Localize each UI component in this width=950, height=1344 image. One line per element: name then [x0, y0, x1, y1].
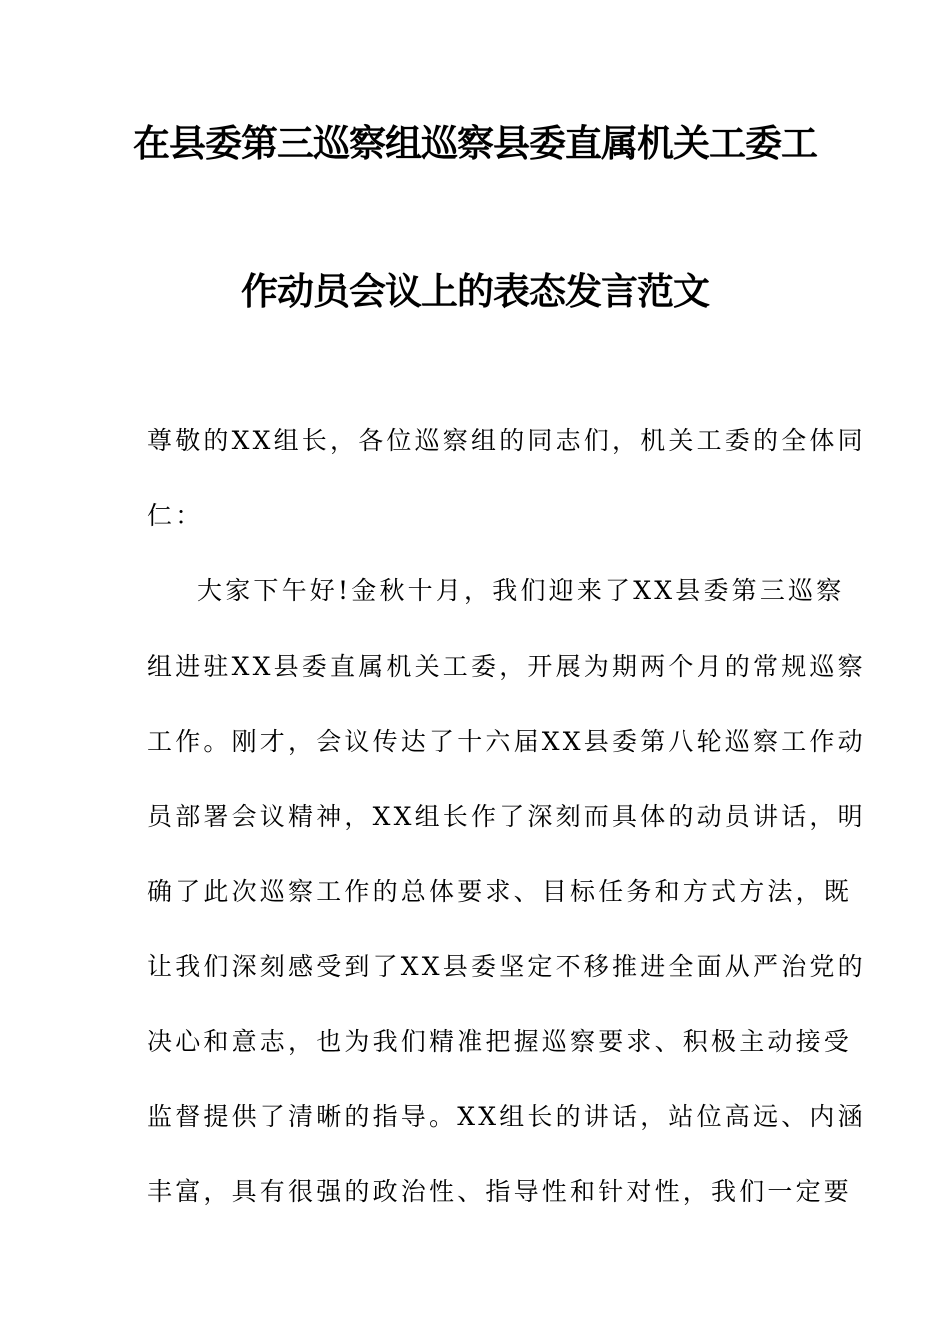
paragraph-line: 员部署会议精神，XX组长作了深刻而具体的动员讲话，明 — [147, 802, 866, 831]
paragraph-line: 组进驻XX县委直属机关工委，开展为期两个月的常规巡察 — [147, 652, 866, 681]
salutation-line-1: 尊敬的XX组长，各位巡察组的同志们，机关工委的全体同 — [147, 426, 866, 455]
paragraph-line: 确了此次巡察工作的总体要求、目标任务和方式方法，既 — [147, 877, 853, 906]
paragraph-line: 决心和意志，也为我们精准把握巡察要求、积极主动接受 — [147, 1027, 853, 1056]
document-title-line-2: 作动员会议上的表态发言范文 — [241, 270, 709, 313]
paragraph-line: 工作。刚才，会议传达了十六届XX县委第八轮巡察工作动 — [147, 727, 866, 756]
paragraph-line: 大家下午好!金秋十月，我们迎来了XX县委第三巡察 — [197, 576, 845, 605]
paragraph-line: 监督提供了清晰的指导。XX组长的讲话，站位高远、内涵 — [147, 1102, 866, 1131]
salutation-line-2: 仁： — [147, 501, 204, 530]
paragraph-line: 让我们深刻感受到了XX县委坚定不移推进全面从严治党的 — [147, 952, 866, 981]
paragraph-line: 丰富，具有很强的政治性、指导性和针对性，我们一定要 — [147, 1177, 853, 1206]
document-title-line-1: 在县委第三巡察组巡察县委直属机关工委工 — [133, 122, 817, 165]
